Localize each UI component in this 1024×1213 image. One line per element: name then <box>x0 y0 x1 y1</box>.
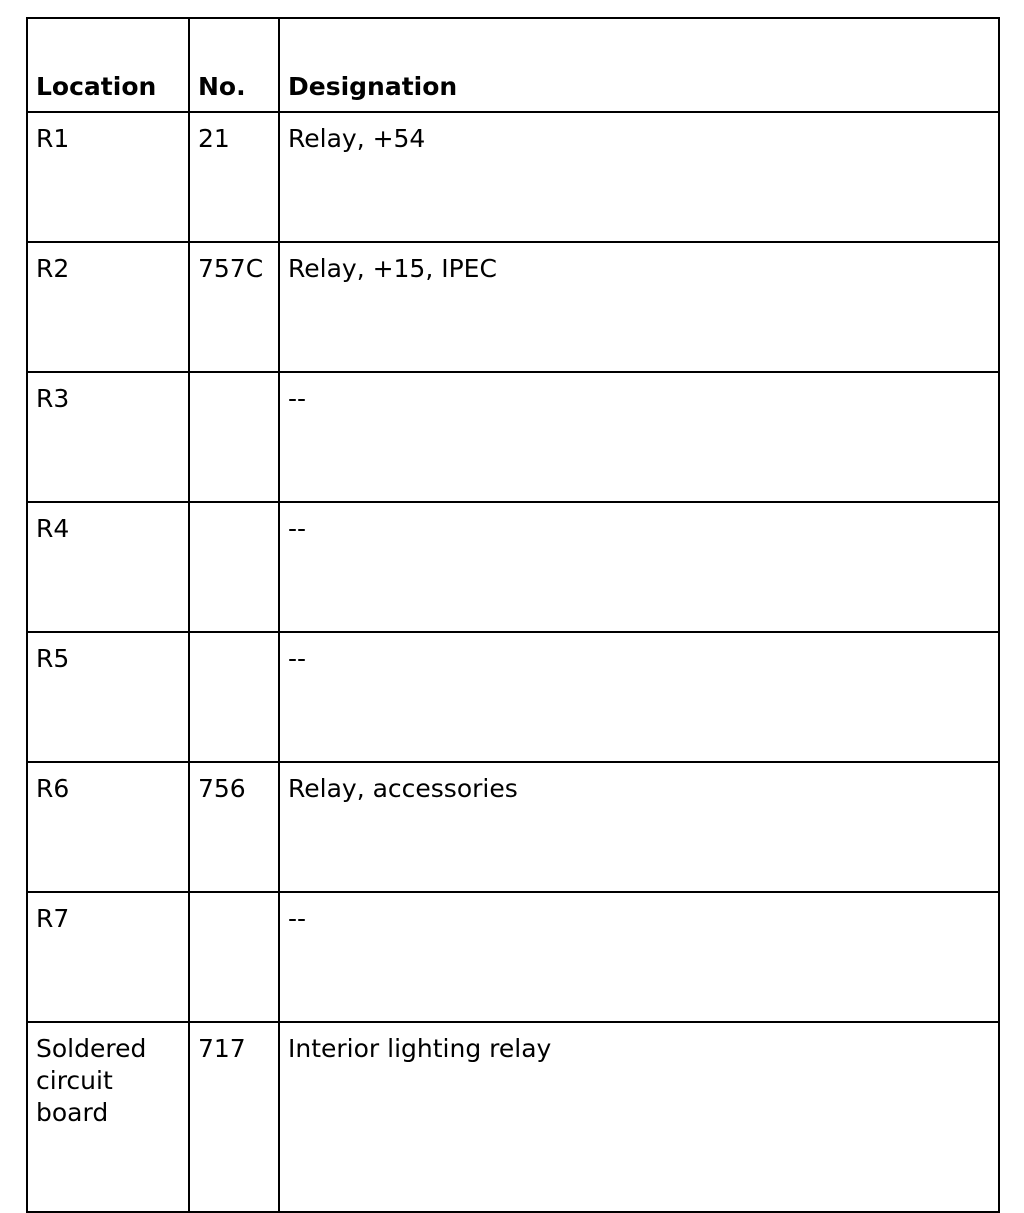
cell-location: R6 <box>27 762 189 892</box>
table-row <box>27 632 999 762</box>
cell-no <box>189 892 279 1022</box>
table-row <box>27 892 999 1022</box>
header-location: Location <box>27 18 189 112</box>
header-row <box>27 18 999 112</box>
cell-designation: -- <box>279 632 999 762</box>
cell-designation: -- <box>279 892 999 1022</box>
cell-location: R7 <box>27 892 189 1022</box>
table-row <box>27 242 999 372</box>
cell-location: R4 <box>27 502 189 632</box>
cell-no: 756 <box>189 762 279 892</box>
cell-no: 757C <box>189 242 279 372</box>
cell-no <box>189 632 279 762</box>
table-row <box>27 502 999 632</box>
cell-location: R3 <box>27 372 189 502</box>
cell-location: R2 <box>27 242 189 372</box>
relay-location-table <box>26 17 1000 1213</box>
cell-designation: -- <box>279 372 999 502</box>
cell-no <box>189 372 279 502</box>
cell-location: R1 <box>27 112 189 242</box>
cell-designation: Relay, accessories <box>279 762 999 892</box>
cell-no: 21 <box>189 112 279 242</box>
table-row <box>27 112 999 242</box>
table-row <box>27 762 999 892</box>
cell-designation: Relay, +15, IPEC <box>279 242 999 372</box>
header-designation: Designation <box>279 18 999 112</box>
table-row <box>27 1022 999 1212</box>
cell-no <box>189 502 279 632</box>
cell-no: 717 <box>189 1022 279 1212</box>
cell-designation: -- <box>279 502 999 632</box>
cell-location: R5 <box>27 632 189 762</box>
header-no: No. <box>189 18 279 112</box>
table-row <box>27 372 999 502</box>
cell-location: Soldered circuit board <box>27 1022 189 1212</box>
cell-designation: Interior lighting relay <box>279 1022 999 1212</box>
cell-designation: Relay, +54 <box>279 112 999 242</box>
